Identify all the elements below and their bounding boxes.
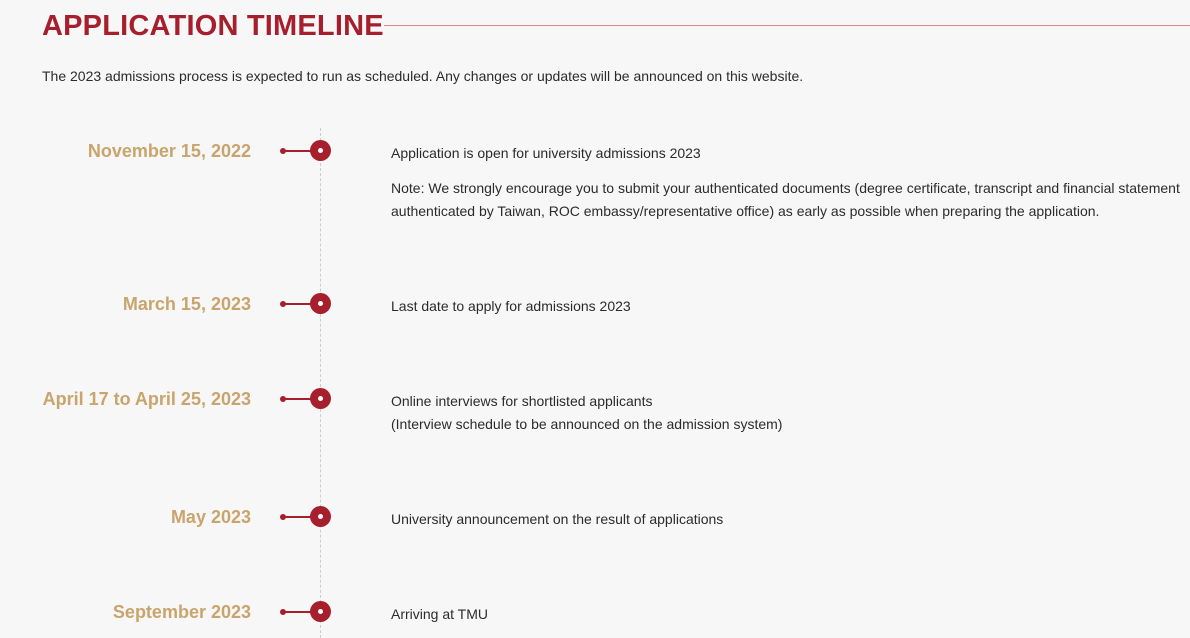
timeline-description-line: Application is open for university admissions 2023 bbox=[391, 145, 701, 161]
title-divider bbox=[384, 25, 1190, 26]
timeline-description-line: Last date to apply for admissions 2023 bbox=[391, 298, 631, 314]
timeline-item bbox=[0, 293, 1190, 317]
intro-text: The 2023 admissions process is expected to run as scheduled. Any changes or updates will be announced on this website. bbox=[42, 68, 804, 84]
connector-line bbox=[282, 150, 312, 152]
timeline-node-icon bbox=[310, 506, 331, 527]
timeline-description-line: (Interview schedule to be announced on the admission system) bbox=[391, 416, 783, 432]
timeline-description-line: Online interviews for shortlisted applicants bbox=[391, 393, 653, 409]
timeline-note-line: Note: We strongly encourage you to submit your authenticated documents (degree certificate, transcript and financial statement bbox=[391, 180, 1180, 196]
timeline-description bbox=[391, 295, 1190, 318]
timeline-date: September 2023 bbox=[112, 602, 251, 622]
timeline-description bbox=[391, 142, 1190, 223]
timeline-item bbox=[0, 140, 1190, 219]
timeline-description bbox=[391, 508, 1190, 531]
timeline-date: March 15, 2023 bbox=[122, 294, 251, 314]
timeline-note bbox=[391, 177, 1190, 223]
timeline-item bbox=[0, 506, 1190, 530]
connector-line bbox=[282, 611, 312, 613]
timeline-note-line: authenticated by Taiwan, ROC embassy/representative office) as early as possible when preparing the application. bbox=[391, 203, 1100, 219]
section-header bbox=[42, 8, 1190, 44]
timeline-description-line: University announcement on the result of applications bbox=[391, 511, 724, 527]
timeline-item bbox=[0, 601, 1190, 625]
timeline-description-line: Arriving at TMU bbox=[391, 606, 488, 622]
timeline-description bbox=[391, 603, 1190, 626]
page-title: APPLICATION TIMELINE bbox=[42, 10, 384, 42]
timeline-description bbox=[391, 390, 1190, 436]
timeline-item bbox=[0, 388, 1190, 432]
timeline-node-icon bbox=[310, 388, 331, 409]
timeline-node-icon bbox=[310, 293, 331, 314]
timeline-node-icon bbox=[310, 601, 331, 622]
connector-line bbox=[282, 516, 312, 518]
timeline-date: April 17 to April 25, 2023 bbox=[42, 389, 251, 409]
timeline-date: May 2023 bbox=[170, 507, 251, 527]
timeline-node-icon bbox=[310, 140, 331, 161]
connector-line bbox=[282, 303, 312, 305]
connector-line bbox=[282, 398, 312, 400]
timeline-axis bbox=[320, 128, 321, 638]
timeline-date: November 15, 2022 bbox=[87, 141, 251, 161]
